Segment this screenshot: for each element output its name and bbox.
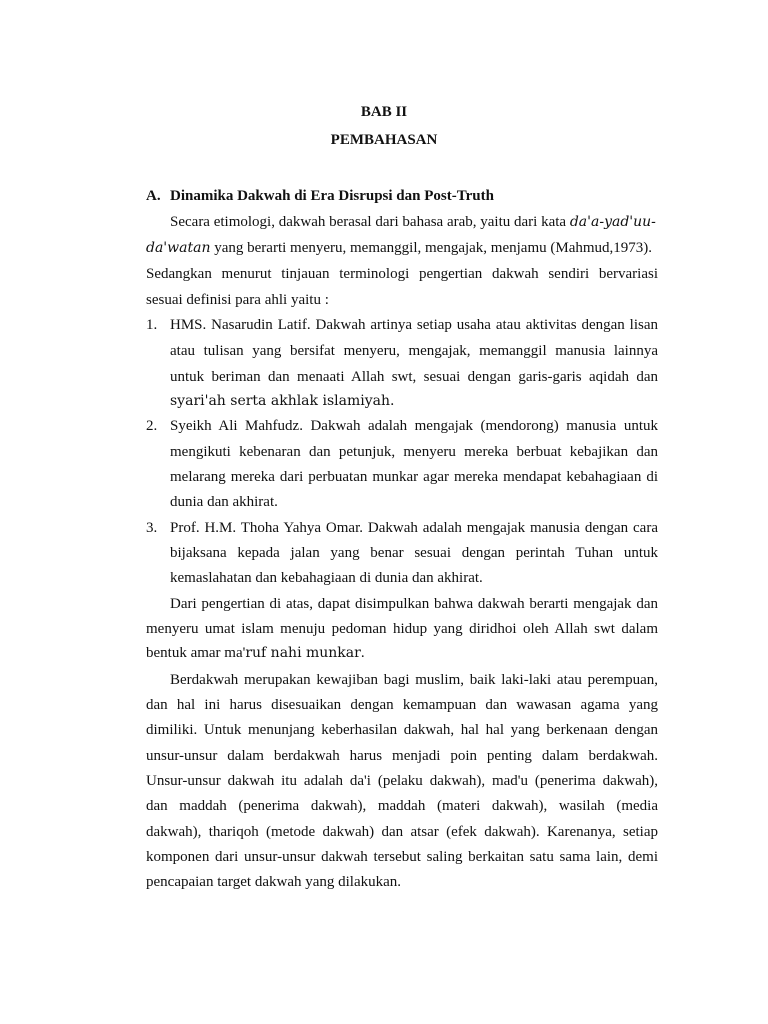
chapter-label: BAB II — [360, 104, 408, 120]
arabic-term-3: ruf nahi munkar — [245, 645, 361, 661]
para2-line-6: dan maddah (penerima dakwah), maddah (materi dakwah), wasilah (media — [146, 798, 658, 814]
intro-line-2-text: yang berarti menyeru, memanggil, mengajak, menjamu (Mahmud,1973). — [210, 240, 653, 256]
intro-line-1 — [170, 212, 658, 232]
para2-line-2: dan hal ini harus disesuaikan dengan kemampuan dan wawasan agama yang — [146, 697, 658, 713]
list-item-2-line-3: melarang mereka dari perbuatan munkar agar mereka mendapat kebahagiaan di — [170, 469, 658, 485]
list-item-1-line-4: syari'ah serta akhlak islamiyah. — [170, 393, 395, 409]
list-item-3-line-1: Prof. H.M. Thoha Yahya Omar. Dakwah adalah mengajak manusia dengan cara — [170, 520, 658, 536]
para2-line-9: pencapaian target dakwah yang dilakukan. — [146, 874, 402, 890]
list-item-2-line-4: dunia dan akhirat. — [170, 494, 278, 510]
para2-line-3: dimiliki. Untuk menunjang keberhasilan dakwah, hal hal yang berkenaan dengan — [146, 722, 658, 738]
list-item-3-line-3: kemaslahatan dan kebahagiaan di dunia dan akhirat. — [170, 570, 483, 586]
para2-line-5: Unsur-unsur dakwah itu adalah da'i (pelaku dakwah), mad'u (penerima dakwah), — [146, 773, 658, 789]
list-item-2-line-1: Syeikh Ali Mahfudz. Dakwah adalah mengajak (mendorong) manusia untuk — [170, 418, 658, 434]
list-item-2-line-2: mengikuti kebenaran dan petunjuk, menyeru mereka berbuat kebajikan dan — [170, 444, 658, 460]
para2-line-4: unsur-unsur dalam berdakwah harus menjadi poin penting dalam berdakwah. — [146, 748, 658, 764]
list-item-3-line-2: bijaksana kepada jalan yang benar sesuai dengan perintah Tuhan untuk — [170, 545, 658, 561]
intro-line-4: sesuai definisi para ahli yaitu : — [146, 292, 329, 308]
para2-line-7: dakwah), thariqoh (metode dakwah) dan atsar (efek dakwah). Karenanya, setiap — [146, 824, 658, 840]
conclusion-line-1: Dari pengertian di atas, dapat disimpulkan bahwa dakwah berarti mengajak dan — [170, 596, 658, 612]
arabic-term-1: da'a-yad'uu- — [569, 214, 656, 230]
arabic-term-2: da'watan — [146, 240, 211, 256]
conclusion-line-3-text: bentuk amar ma' — [146, 645, 246, 661]
list-item-1-line-1: HMS. Nasarudin Latif. Dakwah artinya setiap usaha atau aktivitas dengan lisan — [170, 317, 658, 333]
section-letter: A. — [146, 188, 161, 204]
list-number-1: 1. — [146, 317, 158, 333]
list-item-1-line-2: atau tulisan yang bersifat menyeru, mengajak, memanggil manusia lainnya — [170, 343, 658, 359]
conclusion-line-3-end: . — [360, 645, 365, 661]
conclusion-line-2: menyeru umat islam menuju pedoman hidup yang diridhoi oleh Allah swt dalam — [146, 621, 658, 637]
list-number-3: 3. — [146, 520, 158, 536]
chapter-title: PEMBAHASAN — [330, 132, 438, 148]
conclusion-line-3 — [146, 643, 658, 663]
intro-line-3: Sedangkan menurut tinjauan terminologi pengertian dakwah sendiri bervariasi — [146, 266, 658, 282]
intro-line-1-text: Secara etimologi, dakwah berasal dari bahasa arab, yaitu dari kata — [170, 214, 570, 230]
para2-line-1: Berdakwah merupakan kewajiban bagi muslim, baik laki-laki atau perempuan, — [170, 672, 658, 688]
list-number-2: 2. — [146, 418, 158, 434]
para2-line-8: komponen dari unsur-unsur dakwah tersebut saling berkaitan satu sama lain, demi — [146, 849, 658, 865]
intro-line-2 — [146, 238, 658, 258]
section-heading: Dinamika Dakwah di Era Disrupsi dan Post-Truth — [170, 188, 494, 204]
list-item-1-line-3: untuk beriman dan menaati Allah swt, sesuai dengan garis-garis aqidah dan — [170, 369, 658, 385]
